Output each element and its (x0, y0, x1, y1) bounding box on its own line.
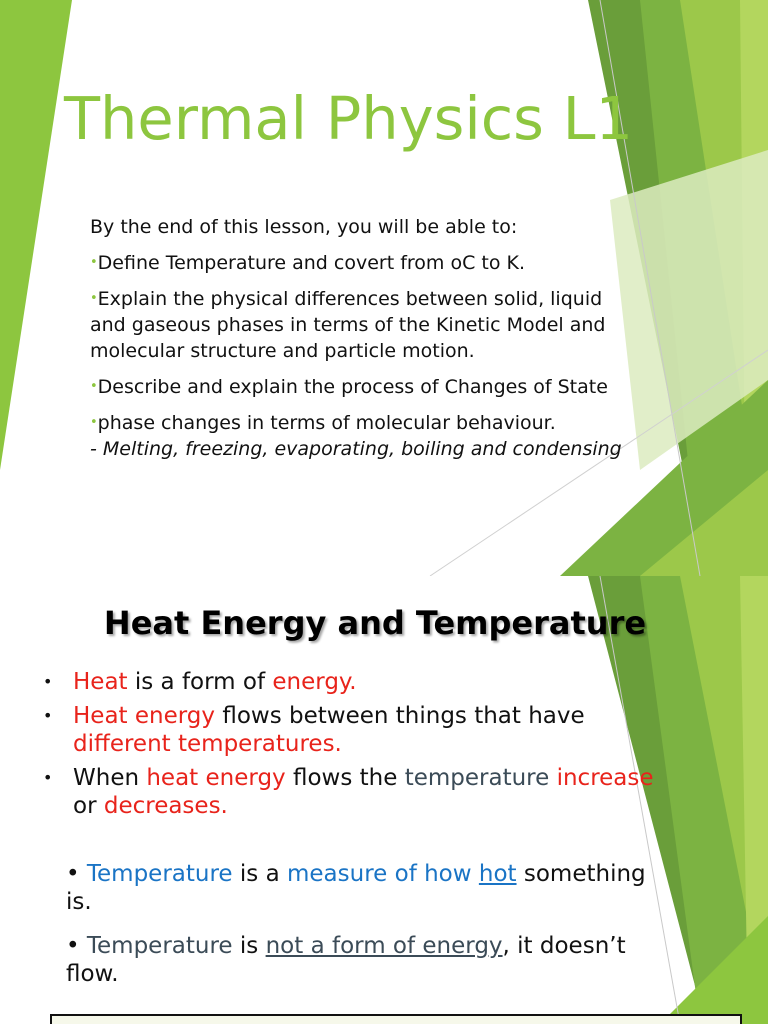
bullet-icon: • (43, 706, 53, 725)
term-heat: Heat (73, 669, 128, 695)
term-temperature: Temperature (86, 933, 233, 959)
objective-text: Describe and explain the process of Changes of State (97, 376, 608, 398)
objective-item (90, 250, 630, 276)
objective-item (90, 374, 630, 400)
note-item (66, 860, 666, 916)
objective-item (90, 410, 630, 462)
term-decreases: decreases. (103, 793, 228, 819)
bullet-icon: • (90, 379, 98, 394)
text-fragment: flows the (285, 765, 405, 791)
temperature-notes (66, 860, 666, 1004)
learning-objectives (90, 214, 630, 472)
note-item (66, 932, 666, 988)
term-energy: energy. (272, 669, 357, 695)
bullet-icon: • (43, 768, 53, 787)
term-hot-link: hot (478, 861, 517, 887)
text-fragment: is a (232, 861, 287, 887)
bullet-icon: • (66, 933, 87, 959)
heat-facts-list (40, 668, 680, 826)
objective-text: phase changes in terms of molecular behaviour. (97, 412, 556, 434)
slide-2 (0, 576, 768, 1024)
text-fragment: something is. (66, 861, 646, 915)
objective-item (90, 286, 630, 364)
term-measure: measure of how (287, 861, 479, 887)
bullet-icon: • (66, 861, 87, 887)
text-fragment: or (73, 793, 104, 819)
objective-text: Explain the physical differences between solid, liquid and gaseous phases in terms of the Kinetic Model and molecular structure and particle motion. (90, 288, 606, 362)
objectives-intro: By the end of this lesson, you will be able to: (90, 216, 518, 238)
slide-title: Thermal Physics L1 (64, 84, 634, 153)
bullet-icon: • (90, 255, 98, 270)
text-fragment: When (73, 765, 147, 791)
term-different-temperatures: different temperatures. (73, 731, 342, 757)
list-item (40, 668, 680, 696)
term-heat-energy: Heat energy (73, 703, 216, 729)
term-not-a-form-of-energy: not a form of energy (265, 933, 503, 959)
slide-title: Heat Energy and Temperature (103, 604, 647, 642)
bullet-icon: • (43, 672, 53, 691)
partial-text-box (50, 1014, 742, 1024)
text-fragment: flows between things that have (215, 703, 585, 729)
text-fragment: is (232, 933, 266, 959)
bullet-icon: • (90, 291, 98, 306)
term-temperature: temperature (404, 765, 550, 791)
term-increase: increase (556, 765, 654, 791)
text-fragment: , it doesn’t flow. (66, 933, 626, 987)
objective-subtext: - Melting, freezing, evaporating, boiling and condensing (90, 438, 622, 460)
text-fragment: is a form of (127, 669, 273, 695)
term-temperature: Temperature (86, 861, 233, 887)
term-heat-energy: heat energy (146, 765, 286, 791)
objective-text: Define Temperature and covert from oC to K. (97, 252, 526, 274)
text-fragment (549, 765, 556, 791)
bullet-icon: • (90, 415, 98, 430)
list-item (40, 702, 680, 758)
list-item (40, 764, 680, 820)
